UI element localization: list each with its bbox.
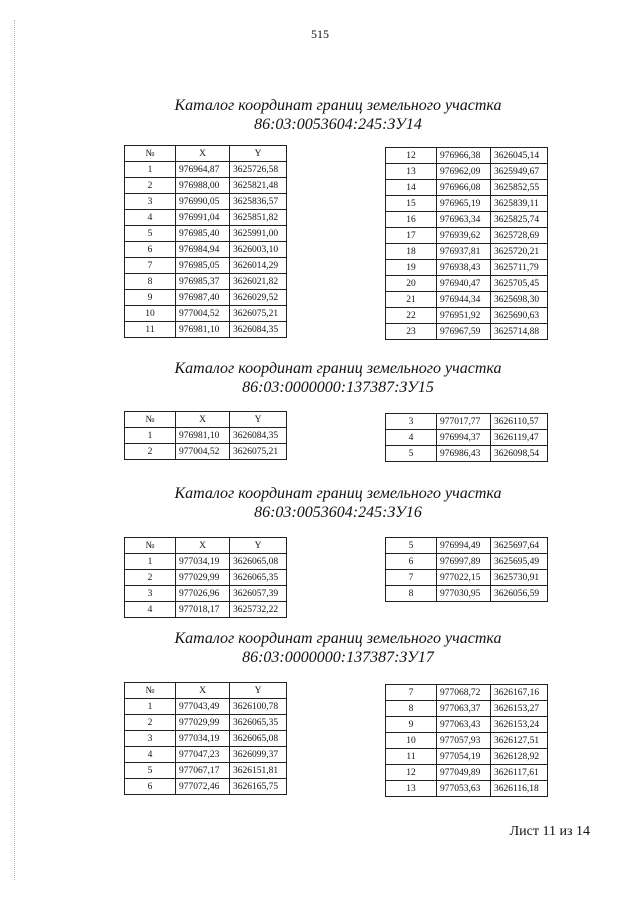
coord-y-cell: 3626128,92 [491,749,548,765]
table-header-row [125,538,287,554]
point-number-cell: 7 [125,258,176,274]
coord-y-cell: 3625711,79 [491,260,548,276]
point-number-cell: 7 [386,570,437,586]
coord-y-cell: 3626029,52 [230,290,287,306]
header-x-label: X [176,412,230,428]
point-number-cell: 1 [125,162,176,178]
point-number-cell: 3 [125,586,176,602]
coord-x-cell: 977030,95 [437,586,491,602]
catalog-parcel-zu17: 86:03:0000000:137387:ЗУ17 [242,649,434,666]
point-number-cell: 20 [386,276,437,292]
coord-y-cell: 3625991,00 [230,226,287,242]
table-row [125,554,287,570]
point-number-cell: 3 [125,731,176,747]
coord-x-cell: 976985,40 [176,226,230,242]
header-num-label: № [125,538,176,554]
table-row [125,747,287,763]
coord-x-cell: 977063,37 [437,701,491,717]
point-number-cell: 3 [125,194,176,210]
coord-y-cell: 3625726,58 [230,162,287,178]
coord-y-cell: 3626014,29 [230,258,287,274]
coord-x-cell: 976964,87 [176,162,230,178]
point-number-cell: 10 [386,733,437,749]
table-header-row [125,683,287,699]
header-x-label: X [176,683,230,699]
table-row [386,228,548,244]
table-row [386,733,548,749]
table-row [125,444,287,460]
coord-x-cell: 976997,89 [437,554,491,570]
header-y-label: Y [230,146,287,162]
point-number-cell: 19 [386,260,437,276]
coord-x-cell: 977043,49 [176,699,230,715]
table-row [125,699,287,715]
point-number-cell: 6 [386,554,437,570]
coord-x-cell: 976994,37 [437,430,491,446]
coord-x-cell: 976981,10 [176,428,230,444]
point-number-cell: 1 [125,699,176,715]
point-number-cell: 2 [125,444,176,460]
table-row [386,276,548,292]
page-number: 515 [311,27,329,41]
coord-x-cell: 976963,34 [437,212,491,228]
coord-y-cell: 3626065,35 [230,570,287,586]
header-x-label: X [176,146,230,162]
table-row [125,226,287,242]
table-row [386,586,548,602]
point-number-cell: 11 [125,322,176,338]
coord-y-cell: 3625714,88 [491,324,548,340]
table-row [125,763,287,779]
catalog-parcel-zu15: 86:03:0000000:137387:ЗУ15 [242,379,434,396]
coord-y-cell: 3626065,35 [230,715,287,731]
table-row [386,260,548,276]
point-number-cell: 13 [386,781,437,797]
table-row [386,685,548,701]
point-number-cell: 8 [386,701,437,717]
coord-x-cell: 976988,00 [176,178,230,194]
coord-y-cell: 3626151,81 [230,763,287,779]
table-row [386,781,548,797]
coord-x-cell: 976966,08 [437,180,491,196]
coord-x-cell: 976965,19 [437,196,491,212]
coord-y-cell: 3626098,54 [491,446,548,462]
point-number-cell: 10 [125,306,176,322]
coord-y-cell: 3625730,91 [491,570,548,586]
point-number-cell: 3 [386,414,437,430]
point-number-cell: 12 [386,765,437,781]
table-row [125,210,287,226]
point-number-cell: 12 [386,148,437,164]
point-number-cell: 4 [125,602,176,618]
point-number-cell: 5 [125,763,176,779]
coord-x-cell: 976967,59 [437,324,491,340]
table-row [125,290,287,306]
coord-y-cell: 3626167,16 [491,685,548,701]
point-number-cell: 9 [125,290,176,306]
table-row [125,570,287,586]
point-number-cell: 11 [386,749,437,765]
table-row [386,749,548,765]
coord-y-cell: 3625821,48 [230,178,287,194]
coordinate-table-zu17-right [385,684,548,797]
coord-y-cell: 3625839,11 [491,196,548,212]
point-number-cell: 1 [125,428,176,444]
sheet-footer: Лист 11 из 14 [509,824,590,839]
catalog-parcel-zu14: 86:03:0053604:245:ЗУ14 [254,116,422,133]
coord-x-cell: 977026,96 [176,586,230,602]
catalog-title-zu16: Каталог координат границ земельного участка [174,485,502,502]
table-row [386,196,548,212]
table-header-row [125,146,287,162]
point-number-cell: 14 [386,180,437,196]
coord-x-cell: 976951,92 [437,308,491,324]
scan-edge-line [14,20,15,880]
point-number-cell: 7 [386,685,437,701]
coord-x-cell: 976938,43 [437,260,491,276]
coord-x-cell: 976966,38 [437,148,491,164]
coord-y-cell: 3625852,55 [491,180,548,196]
point-number-cell: 2 [125,178,176,194]
point-number-cell: 8 [386,586,437,602]
coord-x-cell: 977072,46 [176,779,230,795]
table-row [386,308,548,324]
coord-y-cell: 3626075,21 [230,306,287,322]
point-number-cell: 13 [386,164,437,180]
table-row [125,322,287,338]
coord-y-cell: 3626065,08 [230,731,287,747]
coord-x-cell: 976987,40 [176,290,230,306]
coord-y-cell: 3626127,51 [491,733,548,749]
coord-y-cell: 3625728,69 [491,228,548,244]
point-number-cell: 1 [125,554,176,570]
coord-y-cell: 3626045,14 [491,148,548,164]
point-number-cell: 22 [386,308,437,324]
table-row [125,194,287,210]
coordinate-table-zu15-left [124,411,287,460]
table-row [125,306,287,322]
coord-x-cell: 977034,19 [176,554,230,570]
table-row [386,446,548,462]
point-number-cell: 5 [125,226,176,242]
table-row [125,242,287,258]
table-row [386,244,548,260]
coord-x-cell: 977068,72 [437,685,491,701]
coord-x-cell: 977054,19 [437,749,491,765]
point-number-cell: 6 [125,242,176,258]
table-row [386,430,548,446]
coord-x-cell: 976944,34 [437,292,491,308]
catalog-title-zu14: Каталог координат границ земельного участка [174,97,502,114]
table-row [386,414,548,430]
catalog-parcel-zu16: 86:03:0053604:245:ЗУ16 [254,504,422,521]
point-number-cell: 16 [386,212,437,228]
coord-x-cell: 977063,43 [437,717,491,733]
coord-y-cell: 3626110,57 [491,414,548,430]
coord-x-cell: 976994,49 [437,538,491,554]
table-row [386,164,548,180]
coord-y-cell: 3625690,63 [491,308,548,324]
coord-y-cell: 3626165,75 [230,779,287,795]
point-number-cell: 17 [386,228,437,244]
point-number-cell: 4 [125,210,176,226]
header-x-label: X [176,538,230,554]
coord-x-cell: 977029,99 [176,570,230,586]
coord-y-cell: 3626119,47 [491,430,548,446]
coord-x-cell: 976939,62 [437,228,491,244]
table-row [125,602,287,618]
coord-y-cell: 3625949,67 [491,164,548,180]
coord-y-cell: 3626057,39 [230,586,287,602]
coordinate-table-zu15-right [385,413,548,462]
table-header-row [125,412,287,428]
coord-y-cell: 3625851,82 [230,210,287,226]
coord-y-cell: 3625697,64 [491,538,548,554]
point-number-cell: 8 [125,274,176,290]
coord-y-cell: 3626117,61 [491,765,548,781]
point-number-cell: 15 [386,196,437,212]
table-row [125,258,287,274]
coord-x-cell: 977017,77 [437,414,491,430]
point-number-cell: 2 [125,570,176,586]
coord-x-cell: 977004,52 [176,306,230,322]
coord-x-cell: 976990,05 [176,194,230,210]
point-number-cell: 5 [386,538,437,554]
coord-x-cell: 977034,19 [176,731,230,747]
coord-y-cell: 3626100,78 [230,699,287,715]
coord-y-cell: 3626099,37 [230,747,287,763]
coord-x-cell: 977022,15 [437,570,491,586]
point-number-cell: 23 [386,324,437,340]
coord-x-cell: 977029,99 [176,715,230,731]
coordinate-table-zu16-right [385,537,548,602]
header-num-label: № [125,146,176,162]
header-num-label: № [125,412,176,428]
table-row [125,428,287,444]
table-row [386,554,548,570]
point-number-cell: 5 [386,446,437,462]
table-row [386,570,548,586]
table-row [386,292,548,308]
table-row [125,586,287,602]
coord-y-cell: 3625698,30 [491,292,548,308]
coord-x-cell: 977004,52 [176,444,230,460]
table-row [386,148,548,164]
coord-x-cell: 976981,10 [176,322,230,338]
coord-y-cell: 3626153,24 [491,717,548,733]
header-y-label: Y [230,412,287,428]
table-row [125,779,287,795]
point-number-cell: 21 [386,292,437,308]
coordinate-table-zu17-left [124,682,287,795]
coord-y-cell: 3626065,08 [230,554,287,570]
coord-x-cell: 976985,05 [176,258,230,274]
catalog-title-zu15: Каталог координат границ земельного участка [174,360,502,377]
coord-y-cell: 3626056,59 [491,586,548,602]
coord-x-cell: 977018,17 [176,602,230,618]
coord-y-cell: 3626003,10 [230,242,287,258]
coord-x-cell: 976985,37 [176,274,230,290]
table-row [125,274,287,290]
table-row [386,538,548,554]
coord-x-cell: 976937,81 [437,244,491,260]
table-row [125,162,287,178]
table-row [386,212,548,228]
table-row [386,717,548,733]
point-number-cell: 6 [125,779,176,795]
table-row [125,178,287,194]
table-row [386,180,548,196]
point-number-cell: 9 [386,717,437,733]
coordinate-table-zu14-right [385,147,548,340]
coord-x-cell: 976984,94 [176,242,230,258]
coord-x-cell: 977067,17 [176,763,230,779]
coord-y-cell: 3625705,45 [491,276,548,292]
table-row [386,765,548,781]
coord-y-cell: 3626084,35 [230,322,287,338]
coord-y-cell: 3626021,82 [230,274,287,290]
coord-x-cell: 977053,63 [437,781,491,797]
coord-x-cell: 976962,09 [437,164,491,180]
header-num-label: № [125,683,176,699]
coord-y-cell: 3625732,22 [230,602,287,618]
coord-x-cell: 977057,93 [437,733,491,749]
catalog-title-zu17: Каталог координат границ земельного участка [174,630,502,647]
point-number-cell: 2 [125,715,176,731]
coordinate-table-zu14-left [124,145,287,338]
coord-x-cell: 976991,04 [176,210,230,226]
header-y-label: Y [230,683,287,699]
table-row [386,324,548,340]
coord-y-cell: 3625836,57 [230,194,287,210]
coord-y-cell: 3625695,49 [491,554,548,570]
coord-x-cell: 976940,47 [437,276,491,292]
coord-y-cell: 3626075,21 [230,444,287,460]
table-row [386,701,548,717]
point-number-cell: 4 [125,747,176,763]
coord-x-cell: 976986,43 [437,446,491,462]
coord-x-cell: 977047,23 [176,747,230,763]
coordinate-table-zu16-left [124,537,287,618]
coord-x-cell: 977049,89 [437,765,491,781]
table-row [125,715,287,731]
point-number-cell: 18 [386,244,437,260]
table-row [125,731,287,747]
point-number-cell: 4 [386,430,437,446]
coord-y-cell: 3626116,18 [491,781,548,797]
header-y-label: Y [230,538,287,554]
coord-y-cell: 3625825,74 [491,212,548,228]
coord-y-cell: 3626153,27 [491,701,548,717]
coord-y-cell: 3625720,21 [491,244,548,260]
coord-y-cell: 3626084,35 [230,428,287,444]
